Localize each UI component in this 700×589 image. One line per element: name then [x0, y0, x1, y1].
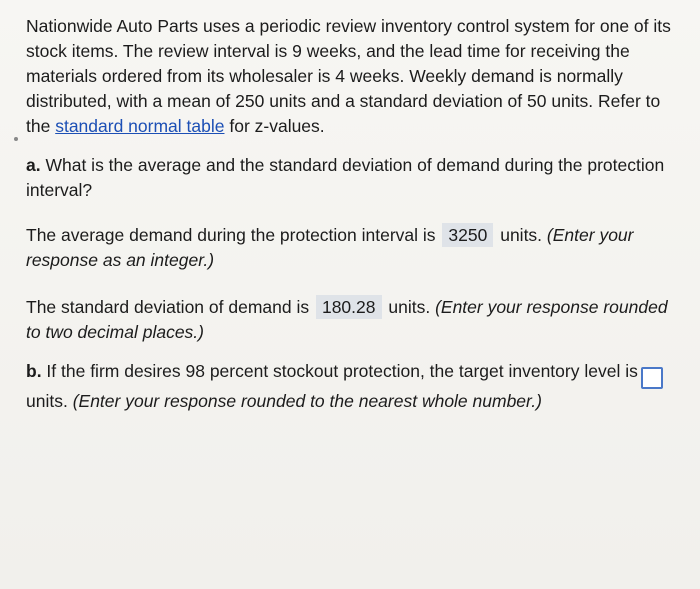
part-a-label: a.: [26, 155, 41, 175]
standard-normal-table-link[interactable]: standard normal table: [55, 116, 225, 136]
std-dev-prefix: The standard deviation of demand is: [26, 297, 314, 317]
part-b-question-text: If the firm desires 98 percent stockout protection, the target inventory level is: [41, 361, 638, 381]
average-demand-suffix: units.: [495, 225, 547, 245]
part-b-hint: (Enter your response rounded to the nearest whole number.): [72, 390, 542, 411]
part-a-question-text: What is the average and the standard deviation of demand during the protection interval?: [26, 155, 665, 200]
average-demand-hint: (Enter your response as an integer.): [26, 225, 634, 270]
std-dev-value: 180.28: [316, 295, 382, 319]
problem-intro-suffix: for z-values.: [224, 116, 325, 136]
average-demand-value: 3250: [442, 223, 493, 247]
average-demand-answer: [26, 223, 682, 273]
target-inventory-input[interactable]: [641, 367, 663, 389]
std-dev-suffix: units.: [383, 297, 436, 317]
part-b-label: b.: [26, 361, 42, 381]
part-a-question: [26, 153, 682, 203]
bullet-dot: [14, 137, 18, 141]
part-b-suffix: units.: [26, 390, 73, 411]
problem-intro-text: Nationwide Auto Parts uses a periodic review inventory control system for one of its stock items. The review interval is 9 weeks, and the lead time for receiving the materials ordered from its wholesaler is 4 weeks. Weekly demand is normally distributed, with a mean of 250 units and a standard deviation of 50 units. Refer to the: [26, 16, 671, 136]
std-dev-hint: (Enter your response rounded to two decimal places.): [26, 297, 668, 342]
std-dev-answer: [26, 295, 682, 345]
part-b-question: [26, 359, 682, 414]
average-demand-prefix: The average demand during the protection interval is: [26, 225, 441, 245]
problem-statement: [26, 14, 682, 139]
